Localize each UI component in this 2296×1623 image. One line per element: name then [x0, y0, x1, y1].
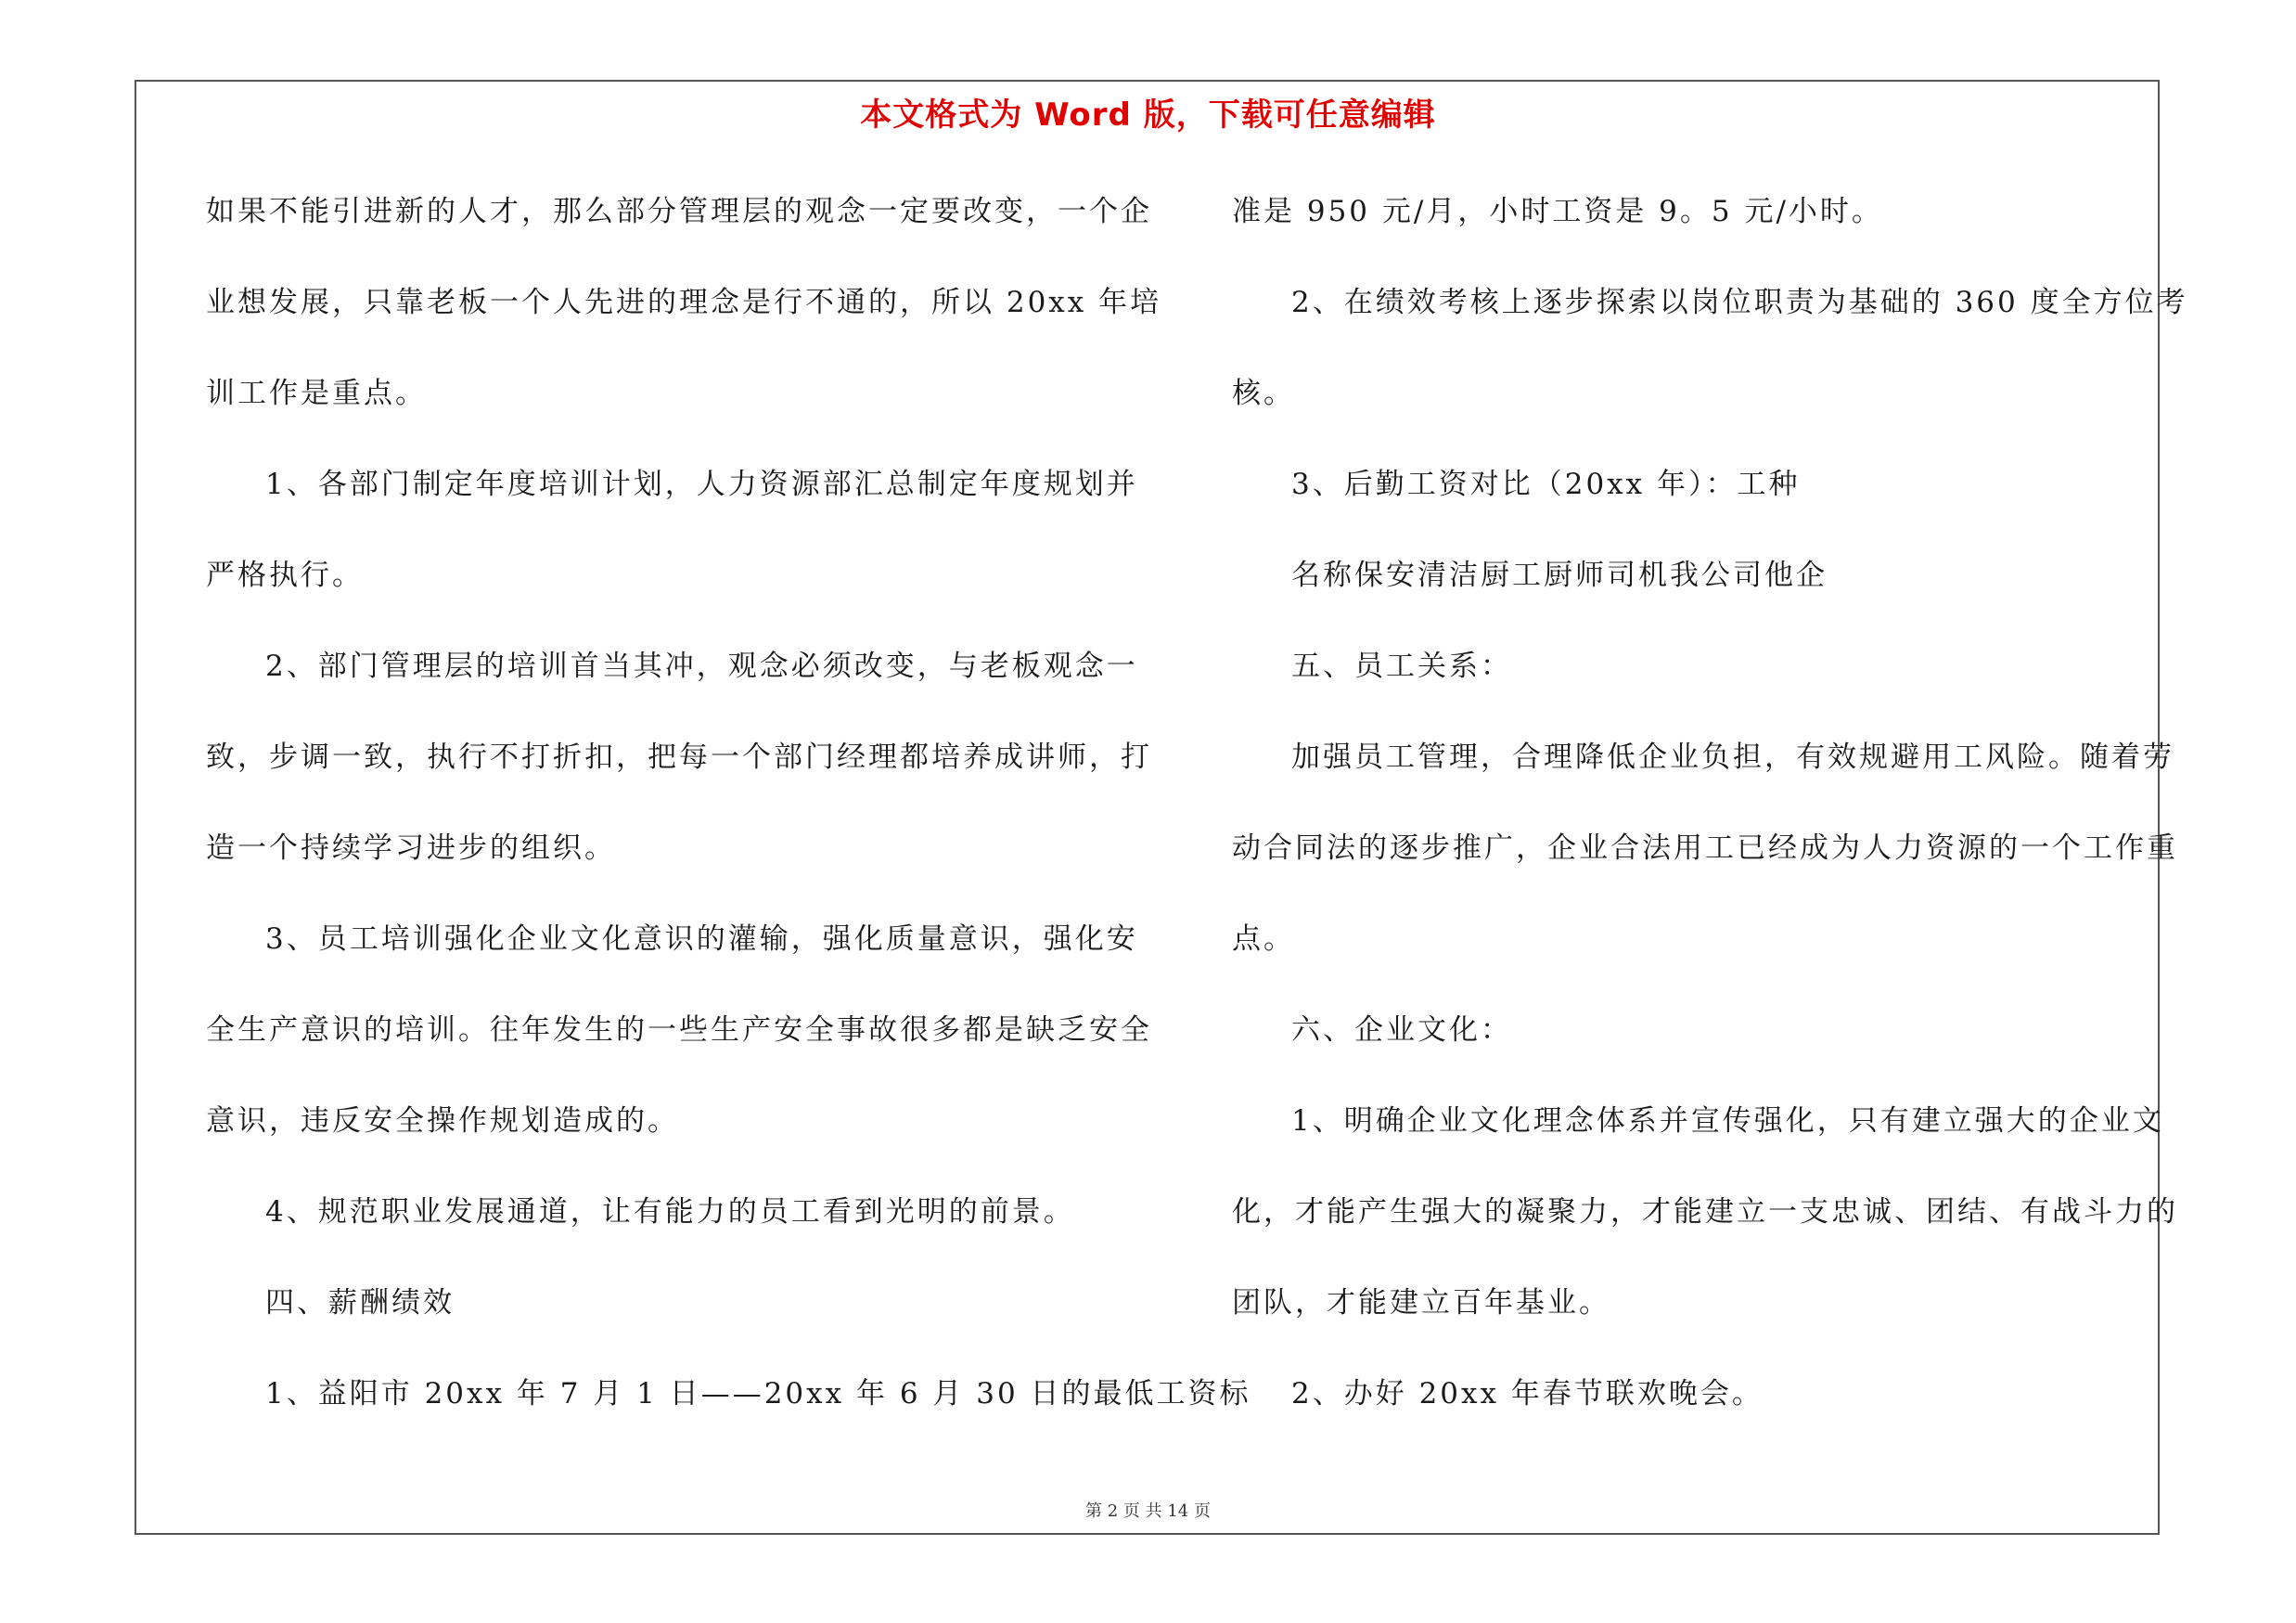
text-line: 严格执行。 [206, 559, 364, 592]
text-line: 名称保安清洁厨工厨师司机我公司他企 [1291, 559, 1828, 592]
text-line: 六、企业文化： [1291, 1013, 1512, 1047]
text-line: 动合同法的逐步推广，企业合法用工已经成为人力资源的一个工作重 [1232, 831, 2178, 865]
text-line: 2、部门管理层的培训首当其冲，观念必须改变，与老板观念一 [265, 650, 1138, 683]
text-line: 1、明确企业文化理念体系并宣传强化，只有建立强大的企业文 [1291, 1104, 2164, 1138]
text-line: 1、益阳市 20xx 年 7 月 1 日——20xx 年 6 月 30 日的最低工资标 [265, 1377, 1251, 1410]
text-line: 训工作是重点。 [206, 377, 427, 410]
text-line: 五、员工关系： [1291, 650, 1512, 683]
text-line: 核。 [1232, 377, 1295, 410]
text-line: 4、规范职业发展通道，让有能力的员工看到光明的前景。 [265, 1195, 1075, 1229]
word-format-banner: 本文格式为 Word 版，下载可任意编辑 [860, 97, 1436, 134]
right-column [1232, 186, 2188, 1459]
text-line: 意识，违反安全操作规划造成的。 [206, 1104, 679, 1138]
page-number: 第 2 页 共 14 页 [1085, 1501, 1211, 1521]
text-line: 全生产意识的培训。往年发生的一些生产安全事故很多都是缺乏安全 [206, 1013, 1152, 1047]
text-line: 2、办好 20xx 年春节联欢晚会。 [1291, 1377, 1764, 1410]
text-line: 3、员工培训强化企业文化意识的灌输，强化质量意识，强化安 [265, 922, 1138, 956]
text-line: 四、薪酬绩效 [265, 1286, 455, 1320]
text-line: 3、后勤工资对比（20xx 年）：工种 [1291, 468, 1801, 501]
text-line: 加强员工管理，合理降低企业负担，有效规避用工风险。随着劳 [1291, 741, 2174, 774]
text-line: 准是 950 元/月，小时工资是 9。5 元/小时。 [1232, 195, 1883, 228]
text-line: 化，才能产生强大的凝聚力，才能建立一支忠诚、团结、有战斗力的 [1232, 1195, 2178, 1229]
text-line: 造一个持续学习进步的组织。 [206, 831, 616, 865]
text-line: 2、在绩效考核上逐步探索以岗位职责为基础的 360 度全方位考 [1291, 286, 2188, 319]
text-line: 致，步调一致，执行不打折扣，把每一个部门经理都培养成讲师，打 [206, 741, 1152, 774]
text-line: 点。 [1232, 922, 1295, 956]
text-line: 团队，才能建立百年基业。 [1232, 1286, 1610, 1320]
left-column [206, 186, 1251, 1459]
text-line: 如果不能引进新的人才，那么部分管理层的观念一定要改变，一个企 [206, 195, 1152, 228]
text-line: 业想发展，只靠老板一个人先进的理念是行不通的，所以 20xx 年培 [206, 286, 1162, 319]
text-line: 1、各部门制定年度培训计划，人力资源部汇总制定年度规划并 [265, 468, 1138, 501]
